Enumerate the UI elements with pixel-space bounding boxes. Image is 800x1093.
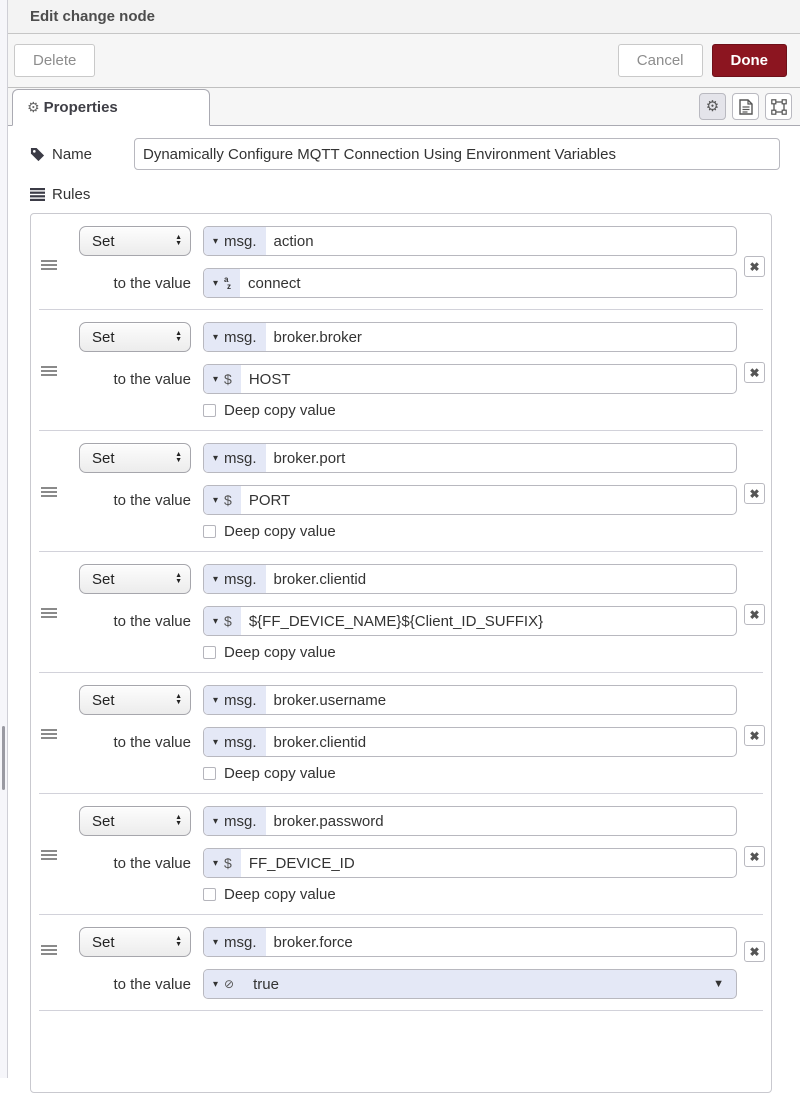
chevron-down-icon: ▾ xyxy=(213,694,219,706)
value-type-chip[interactable] xyxy=(204,728,266,756)
value-type-chip[interactable] xyxy=(204,607,241,635)
deep-copy-label: Deep copy value xyxy=(224,765,336,782)
rule-value-field[interactable] xyxy=(203,848,737,878)
rule-value-row xyxy=(79,969,737,999)
close-icon: ✖ xyxy=(749,259,760,274)
rule-op-select[interactable] xyxy=(79,806,191,836)
drag-handle-icon[interactable] xyxy=(41,606,57,620)
msg-type-icon: msg. xyxy=(224,812,257,830)
rule-value-row xyxy=(79,485,737,515)
rule-property-field[interactable] xyxy=(203,806,737,836)
deep-copy-label: Deep copy value xyxy=(224,402,336,419)
dialog-title: Edit change node xyxy=(30,8,156,25)
rule-property-value: broker.password xyxy=(273,812,384,830)
deep-copy-checkbox[interactable] xyxy=(203,888,216,901)
msg-type-icon: msg. xyxy=(224,232,257,250)
rule-item xyxy=(31,794,771,915)
properties-form xyxy=(8,126,800,1093)
rule-op-value: Set xyxy=(92,232,115,250)
chevron-down-icon: ▾ xyxy=(213,936,219,948)
close-icon: ✖ xyxy=(749,728,760,743)
tag-icon xyxy=(30,147,45,162)
rule-op-value: Set xyxy=(92,328,115,346)
select-arrows-icon: ▲ ▼ xyxy=(175,451,182,464)
msg-type-icon: msg. xyxy=(224,933,257,951)
rule-op-value: Set xyxy=(92,570,115,588)
rule-value: broker.clientid xyxy=(273,733,367,751)
to-value-label: to the value xyxy=(113,975,191,993)
boolean-type-icon: ⊘ xyxy=(224,977,235,991)
rule-value-field[interactable] xyxy=(203,727,737,757)
chevron-down-icon: ▾ xyxy=(213,277,219,289)
env-var-type-icon: $ xyxy=(224,492,232,508)
env-var-type-icon: $ xyxy=(224,613,232,629)
chevron-down-icon: ▾ xyxy=(213,373,219,385)
drag-handle-icon[interactable] xyxy=(41,943,57,957)
deep-copy-label: Deep copy value xyxy=(224,523,336,540)
rule-op-value: Set xyxy=(92,933,115,951)
deep-copy-checkbox[interactable] xyxy=(203,404,216,417)
delete-button[interactable]: Delete xyxy=(14,44,95,77)
rule-op-select[interactable] xyxy=(79,685,191,715)
rules-list xyxy=(30,213,772,1093)
rule-property-field[interactable] xyxy=(203,564,737,594)
rules-label: Rules xyxy=(52,186,91,203)
string-type-icon: a z xyxy=(224,275,232,291)
tab-properties[interactable] xyxy=(12,89,210,126)
document-icon xyxy=(739,99,753,115)
rule-value-field[interactable] xyxy=(203,606,737,636)
chevron-down-icon: ▾ xyxy=(213,857,219,869)
rule-property-value: action xyxy=(273,232,314,250)
chevron-down-icon: ▾ xyxy=(213,494,219,506)
msg-type-icon: msg. xyxy=(224,691,257,709)
rule-property-value: broker.broker xyxy=(273,328,362,346)
env-var-type-icon: $ xyxy=(224,371,232,387)
edit-properties-button[interactable] xyxy=(699,93,726,120)
close-icon: ✖ xyxy=(749,607,760,622)
rule-item xyxy=(31,915,771,1011)
to-value-label: to the value xyxy=(113,612,191,630)
rule-property-field[interactable] xyxy=(203,443,737,473)
rule-item xyxy=(31,552,771,673)
deep-copy-label: Deep copy value xyxy=(224,886,336,903)
deep-copy-checkbox[interactable] xyxy=(203,525,216,538)
select-arrows-icon: ▲ ▼ xyxy=(175,234,182,247)
chevron-down-icon: ▾ xyxy=(213,736,219,748)
deep-copy-label: Deep copy value xyxy=(224,644,336,661)
deep-copy-row xyxy=(203,886,737,903)
drag-handle-icon[interactable] xyxy=(41,485,57,499)
rule-property-row xyxy=(79,927,737,957)
rule-value-field[interactable] xyxy=(203,969,737,999)
drag-handle-icon[interactable] xyxy=(41,364,57,378)
select-arrows-icon: ▲ ▼ xyxy=(175,330,182,343)
select-arrows-icon: ▲ ▼ xyxy=(175,935,182,948)
tray-resize-strip[interactable] xyxy=(0,0,8,1078)
rule-op-value: Set xyxy=(92,449,115,467)
value-type-chip[interactable] xyxy=(204,686,266,714)
deep-copy-row xyxy=(203,765,737,782)
node-appearance-icon xyxy=(771,99,787,115)
dialog-toolbar xyxy=(8,34,800,88)
rule-value-row xyxy=(79,364,737,394)
rule-property-row xyxy=(79,685,737,715)
to-value-label: to the value xyxy=(113,854,191,872)
list-icon xyxy=(30,188,45,201)
rule-property-row xyxy=(79,564,737,594)
to-value-label: to the value xyxy=(113,274,191,292)
msg-type-icon: msg. xyxy=(224,733,257,751)
close-icon: ✖ xyxy=(749,486,760,501)
rule-property-row xyxy=(79,226,737,256)
chevron-down-icon: ▾ xyxy=(213,615,219,627)
rule-delete-button[interactable] xyxy=(744,483,765,504)
rule-item xyxy=(31,673,771,794)
rule-value-row xyxy=(79,606,737,636)
value-type-chip[interactable] xyxy=(204,444,266,472)
appearance-button[interactable] xyxy=(765,93,792,120)
cancel-button[interactable]: Cancel xyxy=(618,44,703,77)
rule-op-select[interactable] xyxy=(79,443,191,473)
tab-bar xyxy=(8,88,800,126)
tab-properties-label: Properties xyxy=(43,99,118,116)
name-input[interactable] xyxy=(134,138,780,170)
rule-op-value: Set xyxy=(92,812,115,830)
rule-op-select[interactable] xyxy=(79,322,191,352)
drag-handle-icon[interactable] xyxy=(41,258,57,272)
name-row xyxy=(30,138,780,170)
value-type-chip[interactable] xyxy=(204,323,266,351)
deep-copy-row xyxy=(203,523,737,540)
rule-value-row xyxy=(79,268,737,298)
dropdown-caret-icon: ▼ xyxy=(713,978,724,990)
rule-value-row xyxy=(79,848,737,878)
edit-change-node-dialog xyxy=(8,0,800,1078)
name-label: Name xyxy=(52,145,93,163)
rule-value: HOST xyxy=(248,370,291,388)
to-value-label: to the value xyxy=(113,370,191,388)
deep-copy-row xyxy=(203,402,737,419)
env-var-type-icon: $ xyxy=(224,855,232,871)
deep-copy-checkbox[interactable] xyxy=(203,767,216,780)
value-type-chip[interactable] xyxy=(204,486,241,514)
rule-value-field[interactable] xyxy=(203,364,737,394)
rule-property-value: broker.force xyxy=(273,933,353,951)
rule-value-field[interactable] xyxy=(203,485,737,515)
to-value-label: to the value xyxy=(113,491,191,509)
rule-delete-button[interactable] xyxy=(744,256,765,277)
drag-handle-icon[interactable] xyxy=(41,727,57,741)
msg-type-icon: msg. xyxy=(224,449,257,467)
rule-property-field[interactable] xyxy=(203,927,737,957)
value-type-chip[interactable] xyxy=(204,565,266,593)
drag-handle-icon[interactable] xyxy=(41,848,57,862)
deep-copy-checkbox[interactable] xyxy=(203,646,216,659)
rules-label-row xyxy=(30,186,780,203)
rule-delete-button[interactable] xyxy=(744,604,765,625)
rule-delete-button[interactable] xyxy=(744,362,765,383)
chevron-down-icon: ▾ xyxy=(213,978,219,990)
properties-gear-icon: ⚙ xyxy=(27,99,40,115)
chevron-down-icon: ▾ xyxy=(213,452,219,464)
done-button[interactable]: Done xyxy=(712,44,788,77)
rule-value: ${FF_DEVICE_NAME}${Client_ID_SUFFIX} xyxy=(248,612,544,630)
rule-property-value: broker.clientid xyxy=(273,570,367,588)
tray-resize-grip[interactable] xyxy=(2,726,5,790)
rule-value: PORT xyxy=(248,491,291,509)
rule-delete-button[interactable] xyxy=(744,725,765,746)
value-type-chip[interactable] xyxy=(204,970,243,998)
rule-property-value: broker.username xyxy=(273,691,387,709)
rule-item xyxy=(31,214,771,310)
chevron-down-icon: ▾ xyxy=(213,815,219,827)
close-icon: ✖ xyxy=(749,849,760,864)
select-arrows-icon: ▲ ▼ xyxy=(175,814,182,827)
rule-op-value: Set xyxy=(92,691,115,709)
tab-tools xyxy=(699,93,792,120)
value-type-chip[interactable] xyxy=(204,269,240,297)
rule-op-select[interactable] xyxy=(79,927,191,957)
rule-delete-button[interactable] xyxy=(744,846,765,867)
rule-value-field[interactable] xyxy=(203,268,737,298)
chevron-down-icon: ▾ xyxy=(213,573,219,585)
rule-property-row xyxy=(79,322,737,352)
chevron-down-icon: ▾ xyxy=(213,235,219,247)
msg-type-icon: msg. xyxy=(224,328,257,346)
deep-copy-row xyxy=(203,644,737,661)
rule-item xyxy=(31,431,771,552)
value-type-chip[interactable] xyxy=(204,365,241,393)
rule-property-field[interactable] xyxy=(203,226,737,256)
rule-property-field[interactable] xyxy=(203,322,737,352)
rule-item xyxy=(31,310,771,431)
rule-property-field[interactable] xyxy=(203,685,737,715)
rule-value: true xyxy=(253,975,279,993)
dialog-header xyxy=(8,0,800,34)
select-arrows-icon: ▲ ▼ xyxy=(175,572,182,585)
msg-type-icon: msg. xyxy=(224,570,257,588)
chevron-down-icon: ▾ xyxy=(213,331,219,343)
description-button[interactable] xyxy=(732,93,759,120)
rule-property-value: broker.port xyxy=(273,449,346,467)
rule-property-row xyxy=(79,806,737,836)
to-value-label: to the value xyxy=(113,733,191,751)
select-arrows-icon: ▲ ▼ xyxy=(175,693,182,706)
rule-op-select[interactable] xyxy=(79,226,191,256)
gear-icon: ⚙ xyxy=(705,98,720,115)
name-label-wrap xyxy=(30,146,134,163)
close-icon: ✖ xyxy=(749,365,760,380)
rule-value: FF_DEVICE_ID xyxy=(248,854,355,872)
value-type-chip[interactable] xyxy=(204,849,241,877)
value-type-chip[interactable] xyxy=(204,227,266,255)
value-type-chip[interactable] xyxy=(204,928,266,956)
rule-delete-button[interactable] xyxy=(744,941,765,962)
rule-op-select[interactable] xyxy=(79,564,191,594)
rule-value: connect xyxy=(248,274,301,292)
rule-value-row xyxy=(79,727,737,757)
rule-property-row xyxy=(79,443,737,473)
close-icon: ✖ xyxy=(749,944,760,959)
value-type-chip[interactable] xyxy=(204,807,266,835)
